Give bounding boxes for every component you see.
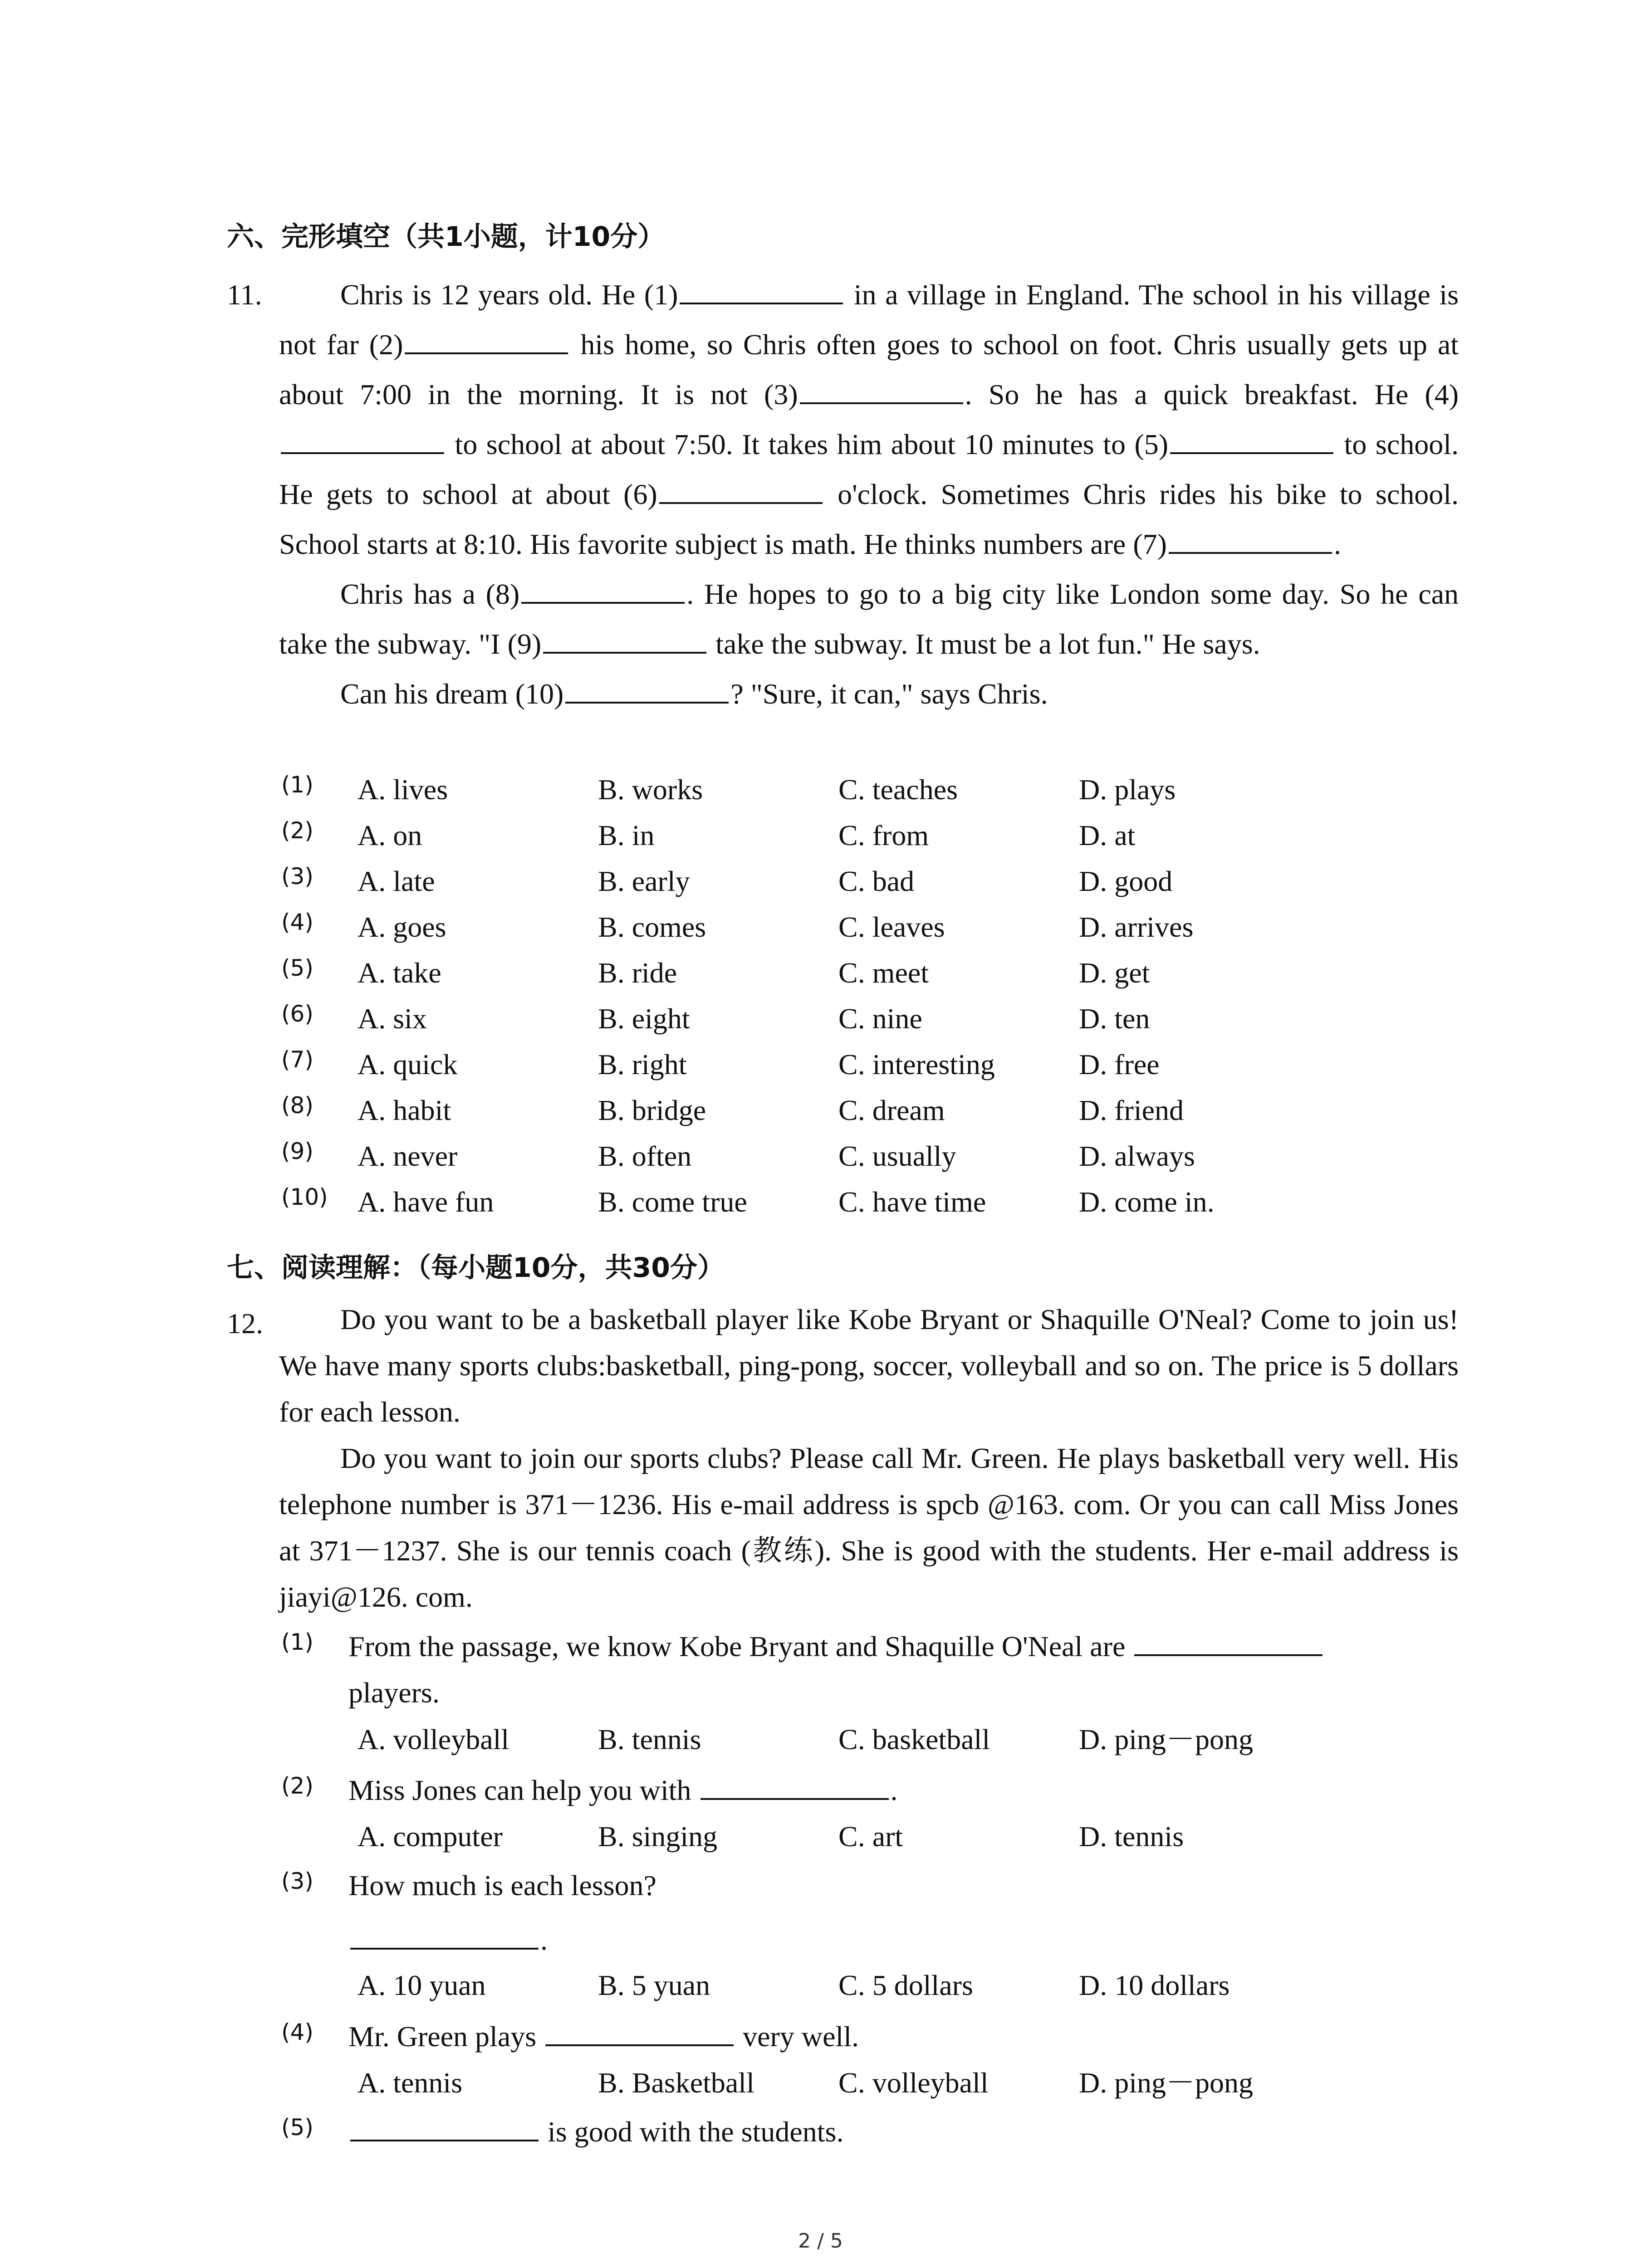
cloze-passage xyxy=(279,270,1459,719)
reading-paragraph-2: Do you want to join our sports clubs? Please call Mr. Green. He plays basketball very well. His telephone number is 371－1236. His e-mail address is spcb @163. com. Or you can call Miss Jones at 371－1237. She is our tennis coach (教练). She is good with the students. Her e-mail address is jiayi@126. com. xyxy=(279,1442,1459,1613)
stem-text: is good with the students. xyxy=(540,2116,844,2148)
text-fragment: o'clock. Sometimes Chris rides his bike to school. School starts at 8:10. His favorite subject is math. He thinks numbers are (7) xyxy=(279,478,1459,560)
choice-b[interactable]: B. Basketball xyxy=(598,2067,754,2099)
choice-row xyxy=(281,1717,1370,1762)
text-fragment: ? "Sure, it can," says Chris. xyxy=(730,678,1048,710)
section-heading-reading: 七、阅读理解：（每小题10分，共30分） xyxy=(227,1252,725,1284)
choice-d[interactable]: D. always xyxy=(1079,1140,1195,1172)
choice-a[interactable]: A. late xyxy=(358,865,435,897)
choice-a[interactable]: A. 10 yuan xyxy=(358,1969,486,2001)
choice-c[interactable]: C. 5 dollars xyxy=(838,1969,973,2001)
option-number: (10) xyxy=(281,1184,328,1210)
choice-a[interactable]: A. quick xyxy=(358,1048,458,1080)
choice-d[interactable]: D. good xyxy=(1079,865,1173,897)
answer-blank-10[interactable] xyxy=(565,675,729,704)
stem-text: players. xyxy=(348,1677,440,1709)
choice-b[interactable]: B. often xyxy=(598,1140,692,1172)
option-number: (2) xyxy=(281,817,314,844)
stem-text: Mr. Green plays xyxy=(348,2020,544,2053)
choice-b[interactable]: B. right xyxy=(598,1048,687,1080)
answer-blank-6[interactable] xyxy=(659,475,823,504)
choice-d[interactable]: D. come in. xyxy=(1079,1186,1215,1218)
choice-c[interactable]: C. leaves xyxy=(838,911,945,943)
text-fragment: to school at about 7:50. It takes him about 10 minutes to (5) xyxy=(446,428,1169,460)
choice-b[interactable]: B. eight xyxy=(598,1002,690,1035)
choice-b[interactable]: B. ride xyxy=(598,957,677,989)
reading-paragraph-1: Do you want to be a basketball player like Kobe Bryant or Shaquille O'Neal? Come to join us! We have many sports clubs:basketball, ping-pong, soccer, volleyball and so on. The price is 5 dollars for each lesson. xyxy=(279,1303,1459,1428)
choice-c[interactable]: C. meet xyxy=(838,957,929,989)
question-number-12: 12. xyxy=(227,1307,263,1339)
question-number: (5) xyxy=(281,2114,314,2141)
choice-a[interactable]: A. lives xyxy=(358,773,448,806)
cloze-paragraph-1 xyxy=(279,270,1459,569)
text-fragment: . He hopes to go to a big city like London some day. So he can take the subway. "I (9) xyxy=(279,578,1459,660)
cloze-paragraph-2 xyxy=(279,569,1459,669)
choice-d[interactable]: D. arrives xyxy=(1079,911,1194,943)
stem-text: Miss Jones can help you with xyxy=(348,1774,699,1806)
answer-blank[interactable] xyxy=(700,1771,889,1800)
text-fragment: in a village in England. The school in his village is not far (2) xyxy=(279,279,1459,361)
choice-d[interactable]: D. 10 dollars xyxy=(1079,1969,1230,2001)
answer-blank[interactable] xyxy=(1134,1627,1323,1656)
choice-d[interactable]: D. plays xyxy=(1079,773,1176,806)
choice-a[interactable]: A. volleyball xyxy=(358,1723,509,1755)
text-fragment: Chris has a (8) xyxy=(340,578,520,610)
stem-text: very well. xyxy=(735,2020,859,2053)
choice-b[interactable]: B. in xyxy=(598,819,655,851)
choice-c[interactable]: C. usually xyxy=(838,1140,956,1172)
answer-blank[interactable] xyxy=(350,2112,539,2141)
question-number: (4) xyxy=(281,2019,314,2045)
choice-a[interactable]: A. six xyxy=(358,1002,427,1035)
text-fragment: Can his dream (10) xyxy=(340,678,564,710)
question-stem xyxy=(348,2014,859,2059)
answer-blank-7[interactable] xyxy=(1169,525,1332,554)
answer-blank-8[interactable] xyxy=(521,575,685,604)
option-number: (4) xyxy=(281,909,314,935)
choice-row xyxy=(281,1963,1370,2008)
question-stem: How much is each lesson? xyxy=(348,1869,656,1901)
text-fragment: his home, so Chris often goes to school on foot. Chris usually gets up at about 7:00 in the morning. It is not (3) xyxy=(279,328,1459,411)
question-number: (2) xyxy=(281,1773,314,1799)
choice-d[interactable]: D. get xyxy=(1079,957,1150,989)
question-number: (1) xyxy=(281,1629,314,1655)
choice-c[interactable]: C. from xyxy=(838,819,929,851)
choice-c[interactable]: C. bad xyxy=(838,865,915,897)
choice-b[interactable]: B. early xyxy=(598,865,690,897)
answer-blank-2[interactable] xyxy=(405,325,568,354)
choice-d[interactable]: D. ping－pong xyxy=(1079,1723,1253,1755)
text-fragment: . xyxy=(1333,528,1341,560)
answer-blank[interactable] xyxy=(545,2017,734,2046)
choice-a[interactable]: A. on xyxy=(358,819,422,851)
option-number: (7) xyxy=(281,1046,314,1073)
question-stem xyxy=(348,1917,548,1963)
question-stem xyxy=(348,2109,843,2155)
text-fragment: take the subway. It must be a lot fun." He says. xyxy=(708,628,1260,660)
choice-d[interactable]: D. friend xyxy=(1079,1094,1184,1126)
page-number: 2 / 5 xyxy=(798,2229,843,2253)
section-heading-cloze: 六、完形填空（共1小题，计10分） xyxy=(227,221,665,253)
choice-a[interactable]: A. goes xyxy=(358,911,446,943)
text-fragment: . So he has a quick breakfast. He (4) xyxy=(965,378,1459,411)
choice-c[interactable]: C. basketball xyxy=(838,1723,990,1755)
stem-text: . xyxy=(890,1774,898,1806)
option-number: (5) xyxy=(281,955,314,981)
cloze-paragraph-3 xyxy=(279,669,1459,719)
reading-passage xyxy=(279,1296,1459,1620)
stem-text: From the passage, we know Kobe Bryant and Shaquille O'Neal are xyxy=(348,1630,1133,1662)
choice-row xyxy=(281,1814,1370,1859)
answer-blank-5[interactable] xyxy=(1170,425,1333,454)
option-number: (6) xyxy=(281,1001,314,1027)
question-number: (3) xyxy=(281,1868,314,1894)
choice-b[interactable]: B. tennis xyxy=(598,1723,701,1755)
choice-b[interactable]: B. comes xyxy=(598,911,706,943)
choice-c[interactable]: C. teaches xyxy=(838,773,958,806)
choice-c[interactable]: C. have time xyxy=(838,1186,986,1218)
choice-a[interactable]: A. have fun xyxy=(358,1186,494,1218)
choice-c[interactable]: C. interesting xyxy=(838,1048,995,1080)
choice-a[interactable]: A. habit xyxy=(358,1094,451,1126)
choice-b[interactable]: B. bridge xyxy=(598,1094,706,1126)
choice-b[interactable]: B. come true xyxy=(598,1186,747,1218)
choice-d[interactable]: D. free xyxy=(1079,1048,1160,1080)
choice-a[interactable]: A. never xyxy=(358,1140,458,1172)
question-stem xyxy=(348,1624,1324,1669)
choice-row xyxy=(281,2060,1370,2106)
choice-b[interactable]: B. singing xyxy=(598,1820,718,1853)
answer-blank-1[interactable] xyxy=(680,275,843,304)
choice-d[interactable]: D. ping－pong xyxy=(1079,2067,1253,2099)
choice-b[interactable]: B. 5 yuan xyxy=(598,1969,710,2001)
option-number: (1) xyxy=(281,772,314,798)
option-number: (8) xyxy=(281,1092,314,1119)
choice-c[interactable]: C. art xyxy=(838,1820,903,1853)
choice-d[interactable]: D. tennis xyxy=(1079,1820,1184,1853)
choice-a[interactable]: A. computer xyxy=(358,1820,503,1853)
option-number: (3) xyxy=(281,863,314,890)
question-number-11: 11. xyxy=(227,279,262,311)
choice-a[interactable]: A. take xyxy=(358,957,441,989)
question-stem xyxy=(348,1768,898,1813)
option-number: (9) xyxy=(281,1138,314,1164)
text-fragment: Chris is 12 years old. He (1) xyxy=(340,279,678,311)
stem-text: . xyxy=(540,1924,548,1956)
answer-blank-4[interactable] xyxy=(281,425,444,454)
choice-c[interactable]: C. nine xyxy=(838,1002,922,1035)
answer-blank[interactable] xyxy=(350,1921,539,1950)
choice-a[interactable]: A. tennis xyxy=(358,2067,463,2099)
choice-d[interactable]: D. at xyxy=(1079,819,1136,851)
choice-b[interactable]: B. works xyxy=(598,773,703,806)
choice-c[interactable]: C. volleyball xyxy=(838,2067,989,2099)
answer-blank-9[interactable] xyxy=(543,625,706,654)
text-fragment: to school. He gets to school at about (6) xyxy=(279,428,1459,510)
choice-d[interactable]: D. ten xyxy=(1079,1002,1150,1035)
choice-c[interactable]: C. dream xyxy=(838,1094,945,1126)
answer-blank-3[interactable] xyxy=(800,375,963,404)
